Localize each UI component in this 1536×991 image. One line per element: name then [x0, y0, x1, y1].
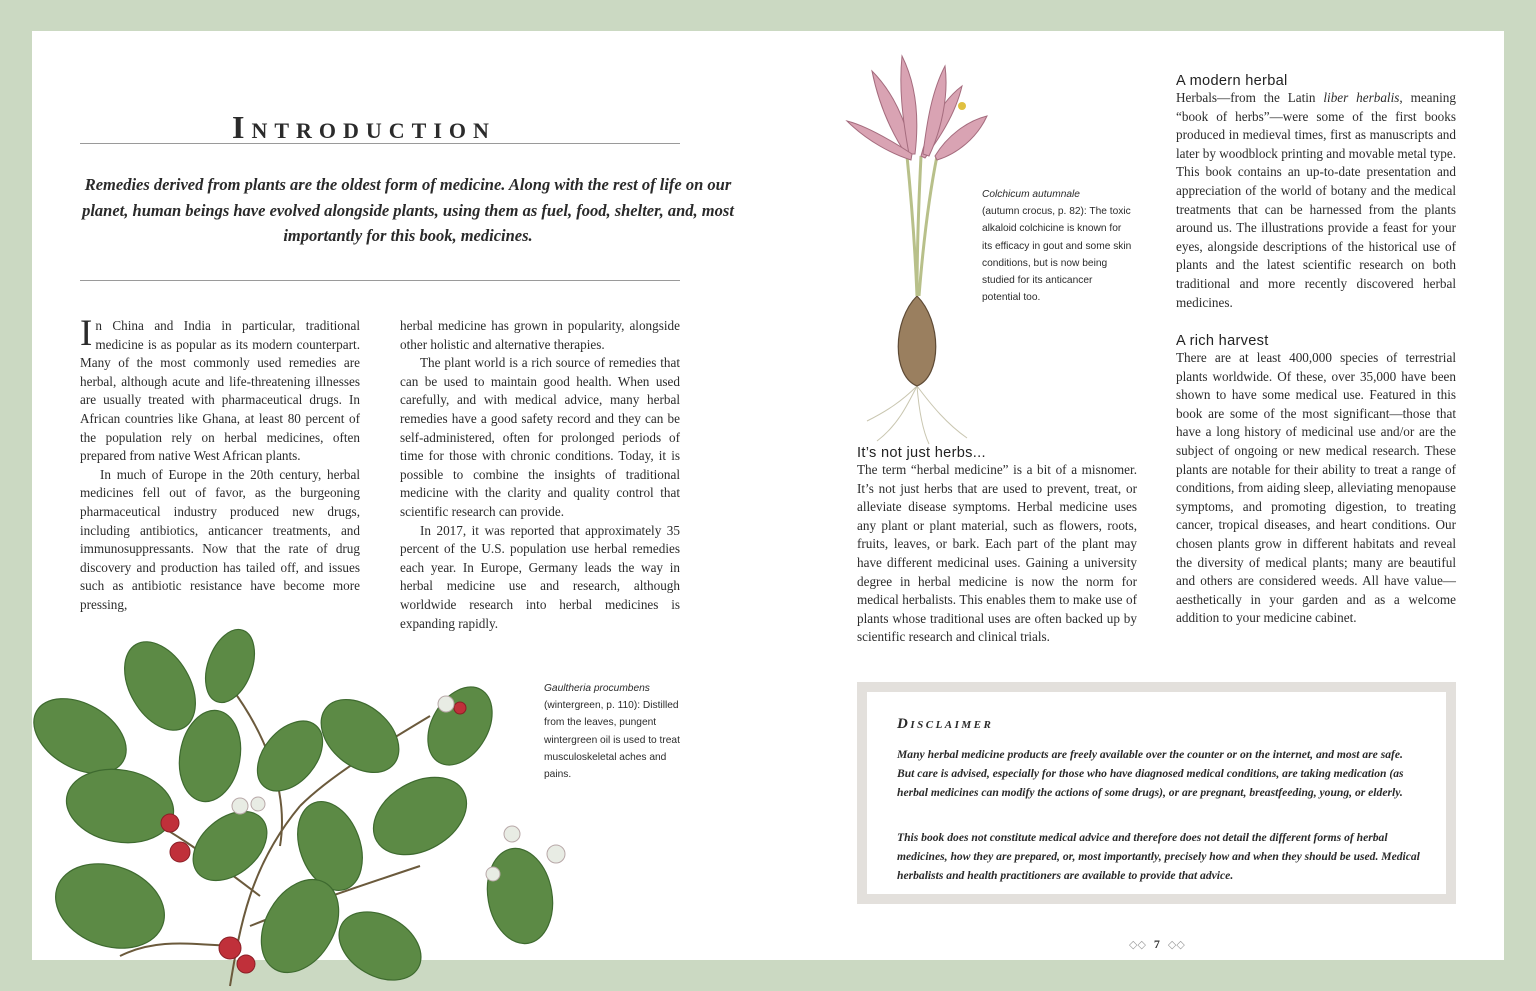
intro-paragraph: Remedies derived from plants are the oldest form of medicine. Along with the rest of life on our planet, human beings have evolved alongside plants, using them as fuel, food, shelter, and, most importantly for this book, medicines.	[82, 175, 734, 245]
herbs-section	[857, 445, 1137, 647]
crocus-species: Colchicum autumnale	[982, 189, 1080, 200]
modern-herbal-section	[1176, 73, 1456, 312]
middle-paragraph-1: herbal medicine has grown in popularity, alongside other holistic and alternative therapies.	[400, 318, 680, 352]
autumn-crocus-illustration	[837, 46, 997, 446]
disclaimer-box	[857, 682, 1456, 904]
ornament-left-icon: ◇◇	[1129, 939, 1146, 951]
page-title: Introduction	[232, 109, 496, 145]
modern-herbal-text-post: , meaning “book of herbs”—were some of the first books produced in medieval times, first as manuscripts and later by woodblock printing and movable metal type. This book contains an up-to-date presentation and appreciation of the world of botany and the medical treatments that can be harnessed from the plants around us. The illustrations provide a feast for your eyes, alongside descriptions of the historical use of plants and the latest scientific research on both traditional and more recently discovered herbal medicines.	[1176, 90, 1456, 310]
modern-herbal-text-pre: Herbals—from the Latin	[1176, 90, 1324, 105]
disclaimer-title: Disclaimer	[897, 716, 994, 732]
wintergreen-illustration	[0, 626, 620, 991]
modern-herbal-text	[1176, 89, 1456, 312]
middle-paragraph-3: In 2017, it was reported that approximately 35 percent of the U.S. population use herbal remedies each year. In Europe, Germany leads the way in herbal medicine use and research, although worldwide research into herbal medicines is expanding rapidly.	[400, 522, 680, 631]
disclaimer-paragraph-1: Many herbal medicine products are freely available over the counter or on the internet, and most are safe. But care is advised, especially for those who have diagnosed medical conditions, are taking medication (as herbal medicines can modify the actions of some drugs), or are pregnant, breastfeeding, young, or elderly.	[897, 748, 1404, 799]
wintergreen-caption	[544, 680, 694, 783]
drop-cap: I	[80, 313, 93, 354]
left-text-column	[80, 313, 360, 615]
intro-rule-bottom	[80, 280, 680, 281]
rich-harvest-text: There are at least 400,000 species of terrestrial plants worldwide. Of these, over 35,000 have been shown to have some medical use. Featured in this book are some of the most significant—those that have a long history of medicinal use and/or are the subject of ongoing or new medical research. These plants are notable for their ability to treat a range of conditions, from aiding sleep, alleviating menopause symptoms, and promoting digestion, to treating cancer, tropical diseases, and heart conditions. Our chosen plants grow in different habitats and reveal the diversity of medical plants; many are beautiful and others are considered weeds. All have value—aesthetically in your garden and as a welcome addition to your medicine cabinet.	[1176, 350, 1456, 626]
crocus-caption-text: (autumn crocus, p. 82): The toxic alkaloid colchicine is known for its efficacy in gout and some skin conditions, but is now being studied for its anticancer potential too.	[982, 206, 1132, 304]
left-paragraph-1: n China and India in particular, traditional medicine is as popular as its modern counterpart. Many of the most commonly used remedies are herbal, although acute and life-threatening illnesses are usually treated with pharmaceutical drugs. In African countries like Ghana, at least 80 percent of the population rely on herbal medicines, often prepared from native West African plants.	[80, 318, 360, 464]
herbs-text: The term “herbal medicine” is a bit of a misnomer. It’s not just herbs that are used to prevent, treat, or alleviate disease symptoms. Herbal medicine uses any plant or plant material, such as flowers, roots, fruits, leaves, or bark. Each part of the plant may have different medicinal uses. Gaining a university degree in herbal medicine is now the norm for medical herbalists. This enables them to make use of plants whose traditional uses are often backed up by scientific research and clinical trials.	[857, 462, 1137, 645]
middle-text-column	[400, 317, 680, 633]
book-spread	[32, 31, 1504, 960]
left-paragraph-2: In much of Europe in the 20th century, herbal medicines fell out of favor, as the burgeoning pharmaceutical industry produced new drugs, including antibiotics, anticancer treatments, and immunosuppressants. Now that the rate of drug discovery and production has tailed off, and issues such as antibiotic resistance have become more pressing,	[80, 466, 360, 612]
modern-herbal-latin: liber herbalis	[1323, 90, 1400, 105]
ornament-right-icon: ◇◇	[1167, 939, 1185, 951]
disclaimer-paragraph-2: This book does not constitute medical advice and therefore does not detail the different forms of herbal medicines, how they are prepared, or, most importantly, precisely how and when they should be used. Medical herbalists and health practitioners are available to provide that advice.	[897, 831, 1420, 882]
herbs-heading: It’s not just herbs...	[857, 445, 986, 461]
page-number: 7	[1153, 937, 1160, 951]
middle-paragraph-2: The plant world is a rich source of remedies that can be used to maintain good health. When used carefully, and with medical advice, many herbal remedies have a good safety record and they can be self-administered, often for prolonged periods of time for those with chronic conditions. Today, it is possible to combine the insights of traditional medicine with the clarity and quality control that scientific research can provide.	[400, 355, 680, 519]
wintergreen-caption-text: (wintergreen, p. 110): Distilled from the leaves, pungent wintergreen oil is used to treat musculoskeletal aches and pains.	[544, 700, 680, 781]
crocus-caption	[982, 186, 1132, 306]
modern-herbal-heading: A modern herbal	[1176, 73, 1288, 89]
page-number-block	[1129, 935, 1185, 953]
rich-harvest-section	[1176, 333, 1456, 628]
wintergreen-species: Gaultheria procumbens	[544, 683, 650, 694]
rich-harvest-heading: A rich harvest	[1176, 333, 1269, 349]
title-rule-top	[80, 143, 680, 144]
